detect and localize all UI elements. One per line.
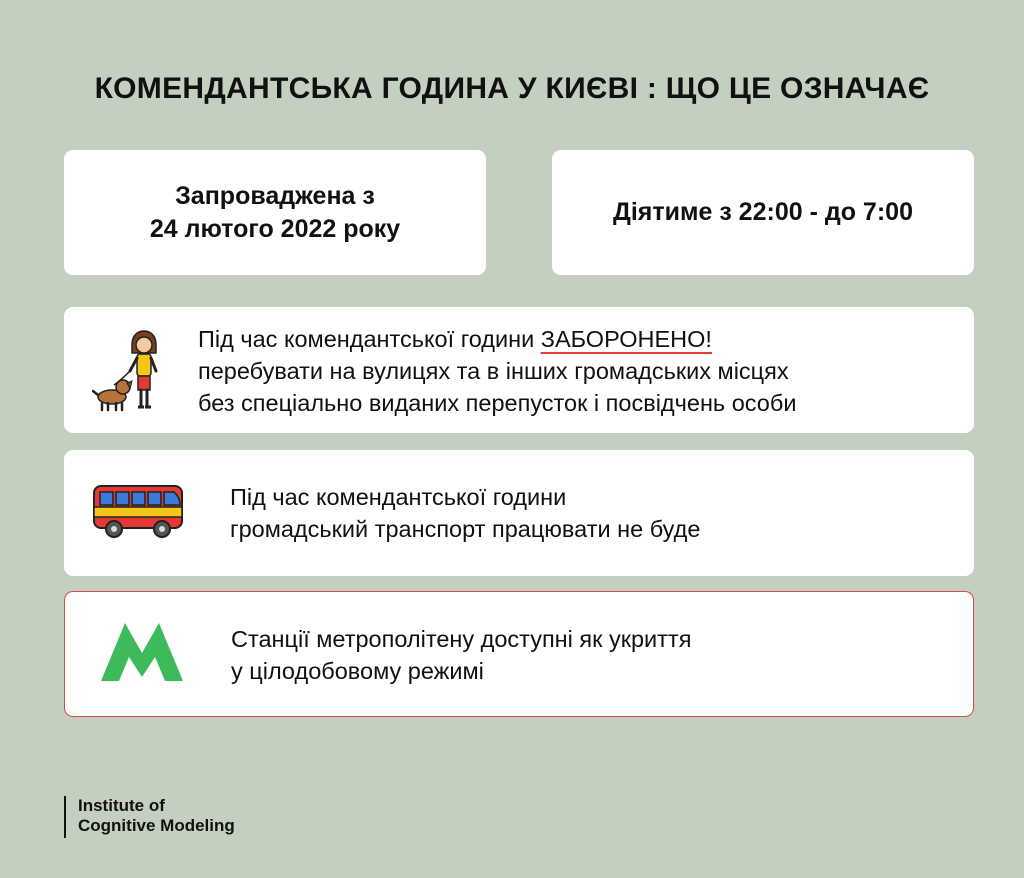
intro-date-card	[64, 150, 486, 275]
institute-logo	[64, 796, 235, 838]
transport-card	[64, 450, 974, 576]
intro-line-1: Запроваджена з	[175, 181, 375, 210]
intro-line-2: 24 лютого 2022 року	[149, 214, 401, 243]
ban-line-1	[198, 323, 796, 355]
transport-line-1: Під час комендантської години	[230, 484, 567, 510]
bus-icon	[92, 483, 186, 541]
curfew-hours-card	[552, 150, 974, 275]
page-title: КОМЕНДАНТСЬКА ГОДИНА У КИЄВІ : ЩО ЦЕ ОЗНАЧАЄ	[94, 72, 930, 105]
restriction-card	[64, 307, 974, 433]
person-walking-dog-icon	[92, 323, 178, 417]
ban-line-1-prefix: Під час комендантської години	[198, 326, 541, 352]
ban-line-3: без спеціально виданих перепусток і посвідчень особи	[198, 390, 797, 416]
forbidden-highlight: ЗАБОРОНЕНО!	[540, 326, 712, 352]
metro-line-1: Станції метрополітену доступні як укриття	[231, 626, 692, 652]
metro-m-icon	[99, 619, 185, 685]
curfew-hours-text: Діятиме з 22:00 - до 7:00	[613, 198, 913, 226]
metro-card	[64, 591, 974, 717]
institute-line-2: Cognitive Modeling	[78, 816, 235, 835]
metro-line-2: у цілодобовому режимі	[231, 658, 484, 684]
ban-line-2: перебувати на вулицях та в інших громадських місцях	[198, 358, 789, 384]
institute-line-1: Institute of	[78, 796, 165, 815]
transport-line-2: громадський транспорт працювати не буде	[230, 516, 701, 542]
